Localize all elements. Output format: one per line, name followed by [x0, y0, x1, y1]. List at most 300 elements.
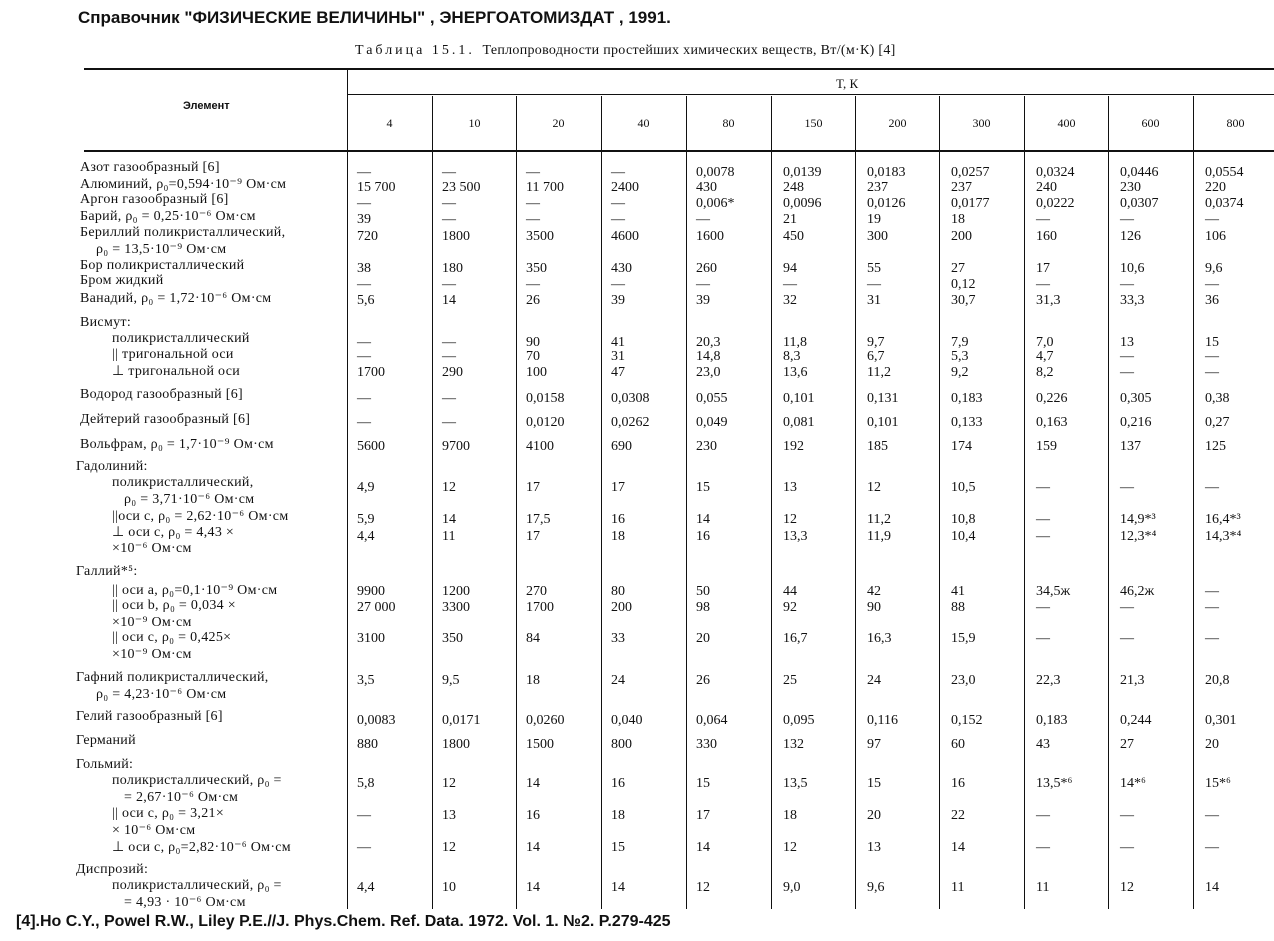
table-cell: — — [1205, 365, 1219, 380]
temperature-header-cell: 40 — [637, 116, 650, 130]
table-cell: 240 — [1036, 180, 1057, 195]
table-cell: 16 — [611, 776, 625, 791]
table-cell: 174 — [951, 439, 972, 454]
table-cell: 30,7 — [951, 293, 976, 308]
table-cell: 25 — [783, 673, 797, 688]
table-cell: 14 — [696, 840, 710, 855]
temperature-header: T, К — [836, 76, 859, 91]
table-cell: 17 — [611, 480, 625, 495]
table-cell: 39 — [611, 293, 625, 308]
table-cell: 14 — [442, 293, 456, 308]
table-cell: 46,2ж — [1120, 584, 1155, 599]
table-cell: 125 — [1205, 439, 1226, 454]
table-cell: 26 — [696, 673, 710, 688]
element-label: ρ₀ = 3,71·10⁻⁶ Ом·см — [124, 492, 255, 507]
table-cell: 430 — [696, 180, 717, 195]
element-label: поликристаллический, — [112, 475, 254, 490]
element-label: || оси c, ρ₀ = 0,425× — [112, 630, 232, 645]
table-cell: 3,5 — [357, 673, 375, 688]
table-cell: 50 — [696, 584, 710, 599]
element-label: || тригональной оси — [112, 347, 234, 362]
table-caption-text: Теплопроводности простейших химических веществ, Вт/(м·К) [4] — [482, 43, 896, 58]
table-cell: 13 — [442, 808, 456, 823]
table-cell: 17 — [526, 480, 540, 495]
table-cell: 44 — [783, 584, 797, 599]
table-cell: 17 — [1036, 261, 1050, 276]
table-cell: 21 — [783, 212, 797, 227]
table-cell: 185 — [867, 439, 888, 454]
element-label: Ванадий, ρ₀ = 1,72·10⁻⁶ Ом·см — [80, 291, 272, 306]
table-cell: 12 — [442, 776, 456, 791]
table-cell: 21,3 — [1120, 673, 1145, 688]
table-cell: 159 — [1036, 439, 1057, 454]
table-cell: 13 — [783, 480, 797, 495]
table-cell: 880 — [357, 737, 378, 752]
table-cell: 0,0260 — [526, 713, 565, 728]
temperature-header-cell: 20 — [552, 116, 565, 130]
table-cell: — — [867, 277, 881, 292]
table-cell: 10,4 — [951, 529, 976, 544]
table-cell: 3100 — [357, 631, 385, 646]
element-label: || оси c, ρ₀ = 3,21× — [112, 806, 225, 821]
table-cell: 11 — [1036, 880, 1050, 895]
table-cell: 32 — [783, 293, 797, 308]
table-cell: 0,0177 — [951, 196, 990, 211]
temperature-rule — [347, 94, 1274, 95]
element-label: поликристаллический, ρ₀ = — [112, 773, 282, 788]
table-cell: 14*⁶ — [1120, 776, 1146, 791]
table-cell: 0,0257 — [951, 165, 990, 180]
table-cell: 39 — [696, 293, 710, 308]
table-cell: 31,3 — [1036, 293, 1061, 308]
table-cell: 290 — [442, 365, 463, 380]
table-cell: 300 — [867, 229, 888, 244]
element-label: ||оси c, ρ₀ = 2,62·10⁻⁶ Ом·см — [112, 509, 289, 524]
table-cell: 16,7 — [783, 631, 808, 646]
table-cell: 14 — [526, 840, 540, 855]
table-cell: 16 — [696, 529, 710, 544]
table-cell: 14,9*³ — [1120, 512, 1156, 527]
column-rule — [855, 96, 856, 909]
table-cell: — — [1120, 600, 1134, 615]
table-cell: 0,131 — [867, 391, 899, 406]
table-cell: 0,0139 — [783, 165, 822, 180]
table-cell: — — [1036, 600, 1050, 615]
table-cell: 33,3 — [1120, 293, 1145, 308]
table-cell: 192 — [783, 439, 804, 454]
table-cell: — — [1205, 277, 1219, 292]
table-caption — [355, 43, 896, 59]
table-cell: 17,5 — [526, 512, 551, 527]
table-cell: — — [1120, 840, 1134, 855]
element-label: ×10⁻⁹ Ом·см — [112, 647, 192, 662]
table-cell: 180 — [442, 261, 463, 276]
table-cell: 6,7 — [867, 349, 885, 364]
column-rule — [432, 96, 433, 909]
table-cell: 23,0 — [696, 365, 721, 380]
element-label: Азот газообразный [6] — [80, 160, 220, 175]
table-cell: 9,7 — [867, 335, 885, 350]
table-cell: — — [442, 277, 456, 292]
table-cell: — — [526, 165, 540, 180]
table-cell: 22 — [951, 808, 965, 823]
table-cell: — — [1205, 349, 1219, 364]
table-cell: 0,0554 — [1205, 165, 1244, 180]
table-cell: — — [1036, 529, 1050, 544]
table-cell: 17 — [526, 529, 540, 544]
table-cell: 27 — [951, 261, 965, 276]
table-cell: — — [357, 808, 371, 823]
table-cell: — — [357, 840, 371, 855]
table-cell: 13,6 — [783, 365, 808, 380]
table-cell: — — [1120, 631, 1134, 646]
table-cell: 0,163 — [1036, 415, 1068, 430]
table-cell: 10 — [442, 880, 456, 895]
table-cell: 26 — [526, 293, 540, 308]
table-cell: — — [1120, 808, 1134, 823]
element-label: Германий — [76, 733, 136, 748]
table-cell: 16 — [526, 808, 540, 823]
table-cell: — — [1036, 212, 1050, 227]
table-cell: 11,2 — [867, 365, 891, 380]
table-cell: 41 — [951, 584, 965, 599]
table-cell: 41 — [611, 335, 625, 350]
table-cell: 0,049 — [696, 415, 728, 430]
table-cell: 15,9 — [951, 631, 976, 646]
table-cell: — — [1120, 480, 1134, 495]
table-cell: 5,6 — [357, 293, 375, 308]
table-cell: 12 — [867, 480, 881, 495]
element-label: ×10⁻⁶ Ом·см — [112, 541, 192, 556]
element-label: ρ₀ = 13,5·10⁻⁹ Ом·см — [96, 242, 227, 257]
table-cell: 9,6 — [1205, 261, 1223, 276]
table-cell: 36 — [1205, 293, 1219, 308]
element-label: ρ₀ = 4,23·10⁻⁶ Ом·см — [96, 687, 227, 702]
table-cell: 31 — [867, 293, 881, 308]
table-cell: — — [1205, 584, 1219, 599]
table-cell: 237 — [867, 180, 888, 195]
table-cell: 15 — [611, 840, 625, 855]
table-cell: 14 — [442, 512, 456, 527]
table-cell: 16,4*³ — [1205, 512, 1241, 527]
table-cell: 0,0446 — [1120, 165, 1159, 180]
element-label: Бром жидкий — [80, 273, 164, 288]
table-cell: 97 — [867, 737, 881, 752]
element-label: Дейтерий газообразный [6] — [80, 412, 251, 427]
temperature-header-cell: 800 — [1226, 116, 1245, 130]
table-cell: 13 — [1120, 335, 1134, 350]
element-label: Аргон газообразный [6] — [80, 192, 229, 207]
table-cell: 1800 — [442, 737, 470, 752]
table-cell: 0,0307 — [1120, 196, 1159, 211]
table-cell: 11 — [442, 529, 456, 544]
table-cell: 137 — [1120, 439, 1141, 454]
table-cell: 23 500 — [442, 180, 481, 195]
table-cell: 15 — [696, 776, 710, 791]
table-cell: 14 — [526, 776, 540, 791]
element-label: = 4,93 · 10⁻⁶ Ом·см — [124, 895, 246, 910]
temperature-header-cell: 600 — [1141, 116, 1160, 130]
table-cell: 11 700 — [526, 180, 564, 195]
table-cell: — — [1205, 212, 1219, 227]
table-cell: 15 — [1205, 335, 1219, 350]
table-cell: 31 — [611, 349, 625, 364]
table-cell: 0,0222 — [1036, 196, 1075, 211]
table-cell: 350 — [526, 261, 547, 276]
temperature-header-cell: 300 — [972, 116, 991, 130]
table-cell: 690 — [611, 439, 632, 454]
table-cell: 13,5 — [783, 776, 808, 791]
table-cell: 0,0308 — [611, 391, 650, 406]
table-cell: — — [1120, 277, 1134, 292]
table-cell: — — [526, 196, 540, 211]
element-label: ⊥ тригональной оси — [112, 364, 241, 379]
table-cell: — — [357, 196, 371, 211]
element-label: ⊥ оси c, ρ₀ = 4,43 × — [112, 525, 235, 540]
table-cell: 12 — [783, 840, 797, 855]
table-cell: 0,006* — [696, 196, 735, 211]
table-cell: 200 — [611, 600, 632, 615]
table-cell: 9,5 — [442, 673, 460, 688]
table-cell: 38 — [357, 261, 371, 276]
table-cell: 0,0126 — [867, 196, 906, 211]
table-cell: 9900 — [357, 584, 385, 599]
element-column-rule — [347, 69, 348, 909]
table-cell: 0,0183 — [867, 165, 906, 180]
table-cell: 0,095 — [783, 713, 815, 728]
table-cell: 60 — [951, 737, 965, 752]
table-cell: 0,183 — [1036, 713, 1068, 728]
table-cell: — — [696, 212, 710, 227]
table-cell: 0,0374 — [1205, 196, 1244, 211]
table-cell: — — [357, 415, 371, 430]
table-cell: 33 — [611, 631, 625, 646]
table-cell: 43 — [1036, 737, 1050, 752]
table-cell: — — [1120, 365, 1134, 380]
table-cell: 39 — [357, 212, 371, 227]
table-cell: 14 — [696, 512, 710, 527]
table-cell: 16,3 — [867, 631, 892, 646]
table-cell: 9700 — [442, 439, 470, 454]
table-cell: — — [442, 349, 456, 364]
element-label: Гафний поликристаллический, — [76, 670, 269, 685]
table-cell: — — [1036, 808, 1050, 823]
element-label: поликристаллический, ρ₀ = — [112, 878, 282, 893]
table-cell: 0,0078 — [696, 165, 735, 180]
table-cell: 350 — [442, 631, 463, 646]
table-cell: 126 — [1120, 229, 1141, 244]
element-label: || оси a, ρ₀=0,1·10⁻⁹ Ом·см — [112, 583, 278, 598]
element-label: Бор поликристаллический — [80, 258, 245, 273]
temperature-header-cell: 200 — [888, 116, 907, 130]
table-cell: — — [1205, 480, 1219, 495]
table-cell: 15 700 — [357, 180, 396, 195]
temperature-header-cell: 4 — [386, 116, 393, 130]
element-label: Галлий*⁵: — [76, 564, 138, 579]
table-cell: — — [442, 196, 456, 211]
column-rule — [939, 96, 940, 909]
table-cell: — — [696, 277, 710, 292]
table-cell: 0,116 — [867, 713, 898, 728]
table-cell: — — [1205, 808, 1219, 823]
table-cell: — — [611, 196, 625, 211]
table-cell: 15 — [867, 776, 881, 791]
table-cell: 0,12 — [951, 277, 976, 292]
table-cell: 0,064 — [696, 713, 728, 728]
table-cell: 0,040 — [611, 713, 643, 728]
table-cell: 15 — [696, 480, 710, 495]
table-cell: 9,2 — [951, 365, 969, 380]
element-label: поликристаллический — [112, 331, 250, 346]
table-cell: 23,0 — [951, 673, 976, 688]
table-cell: 24 — [867, 673, 881, 688]
table-cell: 8,3 — [783, 349, 801, 364]
table-cell: 11,8 — [783, 335, 807, 350]
table-cell: 5,8 — [357, 776, 375, 791]
table-cell: 3300 — [442, 600, 470, 615]
table-cell: 0,244 — [1120, 713, 1152, 728]
table-cell: 14,8 — [696, 349, 721, 364]
table-cell: 18 — [611, 808, 625, 823]
table-cell: 106 — [1205, 229, 1226, 244]
table-cell: 0,0096 — [783, 196, 822, 211]
table-cell: 22,3 — [1036, 673, 1061, 688]
table-cell: 237 — [951, 180, 972, 195]
column-rule — [1108, 96, 1109, 909]
table-cell: 160 — [1036, 229, 1057, 244]
table-cell: — — [1036, 277, 1050, 292]
table-cell: 0,0262 — [611, 415, 650, 430]
element-label: ⊥ оси c, ρ₀=2,82·10⁻⁶ Ом·см — [112, 840, 291, 855]
table-cell: 4100 — [526, 439, 554, 454]
table-cell: 7,9 — [951, 335, 969, 350]
table-cell: 100 — [526, 365, 547, 380]
table-cell: 0,305 — [1120, 391, 1152, 406]
table-cell: 0,0158 — [526, 391, 565, 406]
table-cell: 0,101 — [783, 391, 815, 406]
column-rule — [601, 96, 602, 909]
element-label: Вольфрам, ρ₀ = 1,7·10⁻⁹ Ом·см — [80, 437, 274, 452]
temperature-header-cell: 10 — [468, 116, 481, 130]
table-cell: 18 — [783, 808, 797, 823]
table-cell: — — [526, 277, 540, 292]
table-cell: — — [1205, 840, 1219, 855]
table-cell: 20 — [1205, 737, 1219, 752]
table-cell: 84 — [526, 631, 540, 646]
table-cell: 94 — [783, 261, 797, 276]
table-cell: 12 — [783, 512, 797, 527]
table-cell: 1200 — [442, 584, 470, 599]
table-cell: 27 — [1120, 737, 1134, 752]
table-cell: 0,081 — [783, 415, 815, 430]
table-cell: — — [442, 165, 456, 180]
element-label: Диспрозий: — [76, 862, 149, 877]
element-label: = 2,67·10⁻⁶ Ом·см — [124, 790, 239, 805]
table-cell: — — [1205, 600, 1219, 615]
table-cell: 47 — [611, 365, 625, 380]
table-cell: 0,216 — [1120, 415, 1152, 430]
table-cell: 14,3*⁴ — [1205, 529, 1242, 544]
table-cell: — — [1120, 212, 1134, 227]
element-label: × 10⁻⁶ Ом·см — [112, 823, 196, 838]
table-cell: 3500 — [526, 229, 554, 244]
column-rule — [516, 96, 517, 909]
table-cell: — — [611, 212, 625, 227]
table-cell: — — [1036, 512, 1050, 527]
table-cell: 0,0324 — [1036, 165, 1075, 180]
table-cell: 4,4 — [357, 880, 375, 895]
table-cell: 7,0 — [1036, 335, 1054, 350]
element-label: Барий, ρ₀ = 0,25·10⁻⁶ Ом·см — [80, 209, 256, 224]
table-cell: 11,9 — [867, 529, 891, 544]
table-cell: — — [611, 277, 625, 292]
table-cell: 10,6 — [1120, 261, 1145, 276]
table-cell: 92 — [783, 600, 797, 615]
table-cell: 0,301 — [1205, 713, 1237, 728]
table-cell: 20 — [867, 808, 881, 823]
table-cell: 0,38 — [1205, 391, 1230, 406]
temperature-header-cell: 80 — [722, 116, 735, 130]
table-cell: 2400 — [611, 180, 639, 195]
table-cell: 200 — [951, 229, 972, 244]
element-label: ×10⁻⁹ Ом·см — [112, 615, 192, 630]
table-cell: 14 — [611, 880, 625, 895]
table-cell: 450 — [783, 229, 804, 244]
table-cell: — — [1036, 631, 1050, 646]
table-cell: 42 — [867, 584, 881, 599]
table-cell: 11 — [951, 880, 965, 895]
table-cell: 27 000 — [357, 600, 396, 615]
column-rule — [1024, 96, 1025, 909]
temperature-header-cell: 400 — [1057, 116, 1076, 130]
table-cell: 9,0 — [783, 880, 801, 895]
element-label: Водород газообразный [6] — [80, 387, 243, 402]
table-cell: 16 — [951, 776, 965, 791]
table-cell: 8,2 — [1036, 365, 1054, 380]
table-top-rule — [84, 68, 1274, 70]
table-cell: 0,055 — [696, 391, 728, 406]
table-cell: 12 — [442, 480, 456, 495]
table-cell: 98 — [696, 600, 710, 615]
table-cell: 4,4 — [357, 529, 375, 544]
table-cell: 90 — [867, 600, 881, 615]
footer-reference: [4].Ho C.Y., Powel R.W., Liley P.E.//J. Phys.Chem. Ref. Data. 1972. Vol. 1. №2. P.279-425 — [16, 913, 671, 930]
table-cell: — — [1036, 840, 1050, 855]
table-cell: 14 — [526, 880, 540, 895]
table-cell: 12 — [1120, 880, 1134, 895]
table-cell: 10,5 — [951, 480, 976, 495]
table-cell: 132 — [783, 737, 804, 752]
table-cell: 1700 — [357, 365, 385, 380]
table-cell: 0,226 — [1036, 391, 1068, 406]
table-cell: 800 — [611, 737, 632, 752]
table-cell: — — [357, 349, 371, 364]
table-cell: 1500 — [526, 737, 554, 752]
table-cell: 24 — [611, 673, 625, 688]
table-cell: 80 — [611, 584, 625, 599]
table-cell: 0,0171 — [442, 713, 481, 728]
table-cell: 11,2 — [867, 512, 891, 527]
table-cell: 20,8 — [1205, 673, 1230, 688]
table-cell: 13,3 — [783, 529, 808, 544]
table-cell: 19 — [867, 212, 881, 227]
table-cell: 12,3*⁴ — [1120, 529, 1157, 544]
table-cell: — — [526, 212, 540, 227]
table-cell: 88 — [951, 600, 965, 615]
element-label: Бериллий поликристаллический, — [80, 225, 286, 240]
table-cell: 0,27 — [1205, 415, 1230, 430]
table-cell: 18 — [611, 529, 625, 544]
